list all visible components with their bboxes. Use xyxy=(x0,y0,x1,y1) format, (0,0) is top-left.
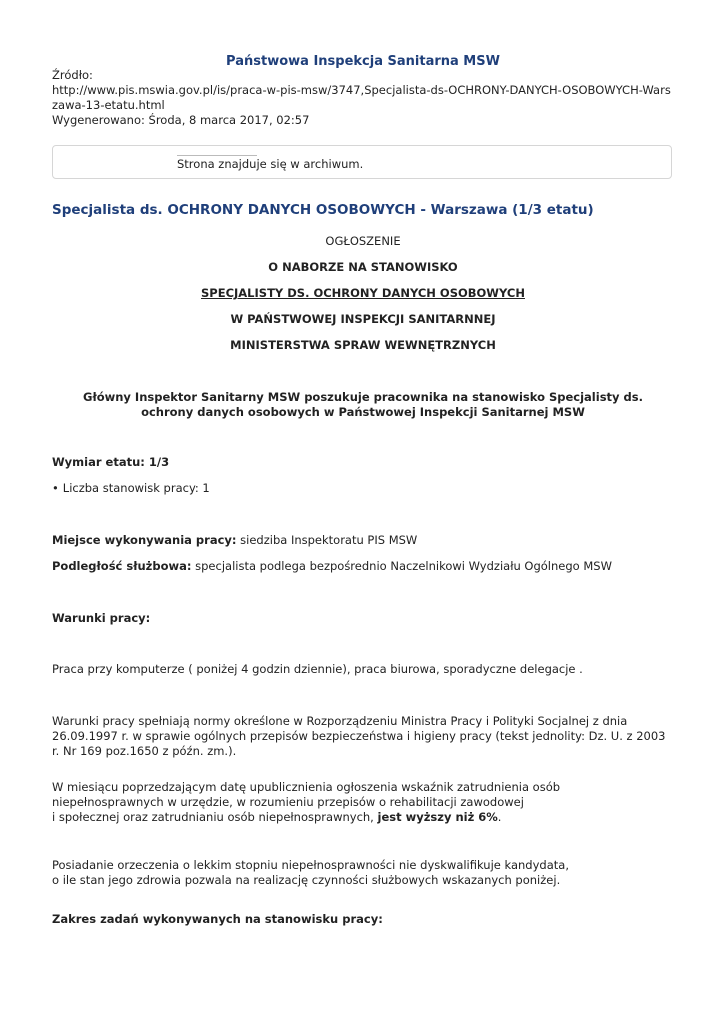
wskaznik-line-2 xyxy=(52,810,674,825)
warunki-paragraph-1: Praca przy komputerze ( poniżej 4 godzin dziennie), praca biurowa, sporadyczne delegacje . xyxy=(52,662,583,676)
archive-notice-box xyxy=(52,145,672,179)
miejsce-value: siedziba Inspektoratu PIS MSW xyxy=(236,533,418,547)
source-url: http://www.pis.mswia.gov.pl/is/praca-w-pis-msw/3747,Specjalista-ds-OCHRONY-DANYCH-OSOBOWYCH-Warszawa-13-etatu.html xyxy=(52,83,671,112)
podleglosc-label: Podległość służbowa: xyxy=(52,559,192,573)
wskaznik-bold: jest wyższy niż 6% xyxy=(377,810,498,824)
heading-ministerstwa: MINISTERSTWA SPRAW WEWNĘTRZNYCH xyxy=(230,338,496,352)
warunki-paragraph-2: Warunki pracy spełniają normy określone w Rozporządzeniu Ministra Pracy i Polityki Socjalnej z dnia 26.09.1997 r. w sprawie ogólnych przepisów bezpieczeństwa i higieny pracy (tekst jednolity: Dz. U. z 2003 r. Nr 169 poz.1650 z późn. zm.). xyxy=(52,714,666,758)
orzeczenie-line-2: o ile stan jego zdrowia pozwala na realizację czynności służbowych wskazanych poniżej. xyxy=(52,873,561,887)
miejsce-pracy xyxy=(52,533,674,548)
miejsce-label: Miejsce wykonywania pracy: xyxy=(52,533,237,547)
podleglosc-value: specjalista podlega bezpośrednio Naczelnikowi Wydziału Ogólnego MSW xyxy=(191,559,612,573)
orzeczenie-line-1: Posiadanie orzeczenia o lekkim stopniu niepełnosprawności nie dyskwalifikuje kandydata, xyxy=(52,858,569,872)
source-info xyxy=(52,68,674,128)
wskaznik-line-1: W miesiącu poprzedzającym datę upublicznienia ogłoszenia wskaźnik zatrudnienia osób niepełnosprawnych w urzędzie, w rozumieniu przepisów o rehabilitacji zawodowej xyxy=(52,780,561,809)
podleglosc-sluzbowa xyxy=(52,559,674,574)
wskaznik-text: i społecznej oraz zatrudnianiu osób niepełnosprawnych, xyxy=(52,810,378,824)
intro-text: Główny Inspektor Sanitarny MSW poszukuje pracownika na stanowisko Specjalisty ds. ochrony danych osobowych w Państwowej Inspekcji Sanitarnej MSW xyxy=(83,390,643,419)
liczba-stanowisk: • Liczba stanowisk pracy: 1 xyxy=(52,481,210,495)
article-title: Specjalista ds. OCHRONY DANYCH OSOBOWYCH - Warszawa (1/3 etatu) xyxy=(52,202,594,218)
heading-specjalisty: SPECJALISTY DS. OCHRONY DANYCH OSOBOWYCH xyxy=(201,286,525,300)
wymiar-etatu: Wymiar etatu: 1/3 xyxy=(52,455,170,469)
archive-divider xyxy=(177,155,257,156)
orzeczenie-paragraph xyxy=(52,858,674,888)
archive-notice: Strona znajduje się w archiwum. xyxy=(177,157,364,171)
wskaznik-end: . xyxy=(497,810,502,824)
zakres-heading: Zakres zadań wykonywanych na stanowisku pracy: xyxy=(52,912,383,926)
heading-inspekcji: W PAŃSTWOWEJ INSPEKCJI SANITARNNEJ xyxy=(230,312,496,326)
warunki-heading: Warunki pracy: xyxy=(52,611,151,625)
heading-ogloszenie: OGŁOSZENIE xyxy=(325,234,401,248)
site-title: Państwowa Inspekcja Sanitarna MSW xyxy=(226,54,500,69)
source-label: Źródło: xyxy=(52,68,93,82)
generated-date: Wygenerowano: Środa, 8 marca 2017, 02:57 xyxy=(52,113,310,127)
wskaznik-paragraph xyxy=(52,780,674,825)
heading-naborze: O NABORZE NA STANOWISKO xyxy=(268,260,458,274)
